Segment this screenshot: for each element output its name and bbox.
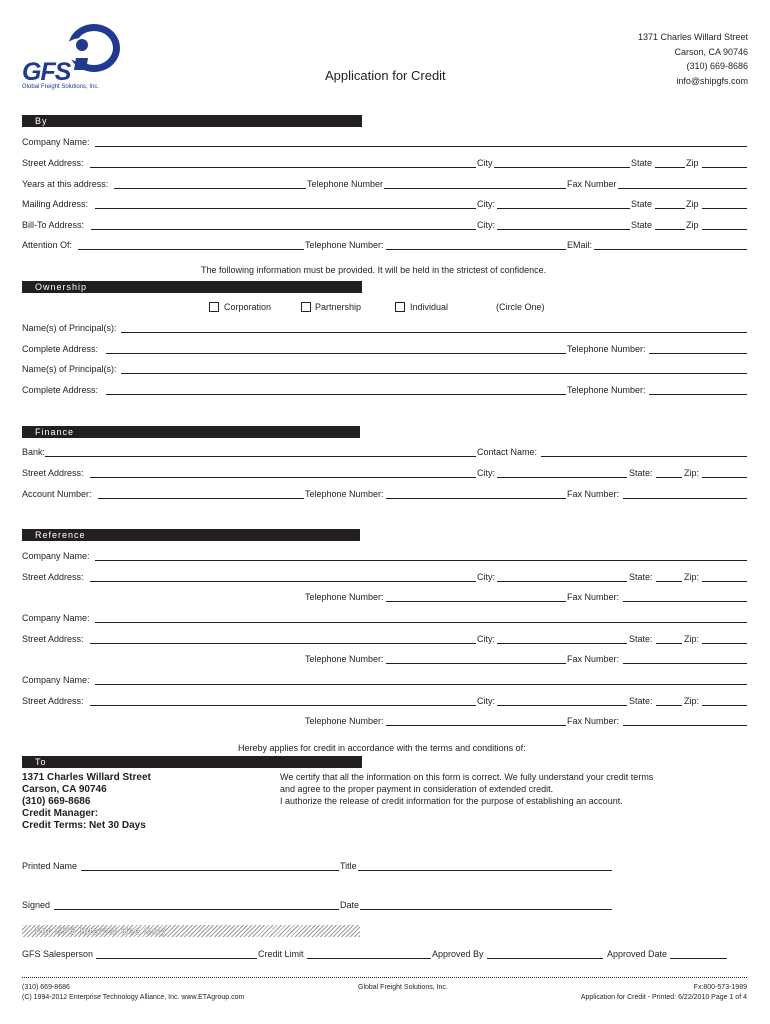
ref1-company-label: Company Name: — [22, 551, 90, 561]
header-phone: (310) 669-8686 — [686, 61, 748, 71]
approved-date-field[interactable] — [670, 958, 727, 959]
logo-text: GFS — [22, 58, 71, 86]
bank-label: Bank: — [22, 447, 46, 457]
years-label: Years at this address: — [22, 179, 109, 189]
certify-line2: and agree to the proper payment in consideration of extended credit. — [280, 784, 554, 794]
contact-name-field[interactable] — [541, 456, 747, 457]
partnership-checkbox[interactable] — [301, 302, 311, 312]
section-reference-header: Reference — [22, 529, 360, 541]
credit-limit-label: Credit Limit — [258, 949, 304, 959]
signature-field[interactable] — [54, 909, 339, 910]
bank-fax-label: Fax Number: — [567, 489, 620, 499]
attention-field[interactable] — [78, 249, 304, 250]
years-field[interactable] — [114, 188, 306, 189]
ref2-company-field[interactable] — [95, 622, 747, 623]
to-credit-manager: Credit Manager: — [22, 808, 99, 819]
signed-label: Signed — [22, 900, 51, 910]
telephone-field[interactable] — [384, 188, 566, 189]
salesperson-field[interactable] — [96, 958, 257, 959]
ref2-zip-label: Zip: — [684, 634, 700, 644]
credit-limit-field[interactable] — [307, 958, 431, 959]
bank-city-label: City: — [477, 468, 495, 478]
fax-field[interactable] — [618, 188, 747, 189]
date-label: Date — [340, 900, 360, 910]
corporation-checkbox[interactable] — [209, 302, 219, 312]
mailing-city-label: City: — [477, 199, 495, 209]
ref3-state-label: State: — [629, 696, 653, 706]
bank-state-label: State: — [629, 468, 653, 478]
mailing-address-field[interactable] — [95, 208, 476, 209]
ref3-fax-field[interactable] — [623, 725, 747, 726]
mailing-state-label: State — [631, 199, 653, 209]
to-address-line2: Carson, CA 90746 — [22, 784, 107, 795]
section-by-header: By — [22, 115, 362, 127]
footer-fax: Fx:800-573-1989 — [693, 984, 747, 991]
bank-fax-field[interactable] — [623, 498, 747, 499]
individual-label: Individual — [410, 302, 449, 312]
approved-by-label: Approved By — [432, 949, 484, 959]
printed-name-label: Printed Name — [22, 861, 78, 871]
ref2-telephone-label: Telephone Number: — [305, 654, 384, 664]
ref3-telephone-field[interactable] — [386, 725, 566, 726]
date-field[interactable] — [360, 909, 612, 910]
ref3-street-label: Street Address: — [22, 696, 84, 706]
ref2-city-label: City: — [477, 634, 495, 644]
partnership-label: Partnership — [315, 302, 362, 312]
bank-zip-field[interactable] — [702, 477, 747, 478]
ref1-fax-field[interactable] — [623, 601, 747, 602]
email-label: EMail: — [567, 240, 593, 250]
corporation-label: Corporation — [224, 302, 272, 312]
principals-field-1[interactable] — [121, 332, 747, 333]
principal-telephone-label-1: Telephone Number: — [567, 344, 646, 354]
footer-company: Global Freight Solutions, Inc. — [358, 984, 448, 991]
footer-divider — [22, 977, 747, 978]
ref2-city-field[interactable] — [497, 643, 627, 644]
header-email: info@shipgfs.com — [676, 76, 748, 86]
ref1-telephone-label: Telephone Number: — [305, 592, 384, 602]
bank-telephone-label: Telephone Number: — [305, 489, 384, 499]
approved-by-field[interactable] — [487, 958, 603, 959]
telephone-label: Telephone Number — [307, 179, 384, 189]
ref2-state-field[interactable] — [656, 643, 682, 644]
ref2-zip-field[interactable] — [702, 643, 747, 644]
city-field[interactable] — [494, 167, 630, 168]
mailing-address-label: Mailing Address: — [22, 199, 89, 209]
bill-to-field[interactable] — [91, 229, 476, 230]
fax-label: Fax Number — [567, 179, 617, 189]
individual-checkbox[interactable] — [395, 302, 405, 312]
bank-telephone-field[interactable] — [386, 498, 566, 499]
email-field[interactable] — [594, 249, 747, 250]
complete-address-label-1: Complete Address: — [22, 344, 99, 354]
to-phone: (310) 669-8686 — [22, 796, 91, 807]
ref3-zip-label: Zip: — [684, 696, 700, 706]
ref2-fax-label: Fax Number: — [567, 654, 620, 664]
account-number-label: Account Number: — [22, 489, 92, 499]
logo-subtitle: Global Freight Solutions, Inc. — [22, 84, 100, 90]
state-label: State — [631, 158, 653, 168]
printed-name-field[interactable] — [81, 870, 339, 871]
bill-to-state-field[interactable] — [655, 229, 685, 230]
circle-one-note: (Circle One) — [496, 302, 545, 312]
applies-statement: Hereby applies for credit in accordance with the terms and conditions of: — [238, 743, 526, 753]
ref3-street-field[interactable] — [90, 705, 476, 706]
header-address-line2: Carson, CA 90746 — [674, 47, 748, 57]
bill-to-city-field[interactable] — [497, 229, 630, 230]
footer-copyright: (C) 1994-2012 Enterprise Technology Alliance, Inc. www.ETAgroup.com — [22, 994, 245, 1001]
bill-to-state-label: State — [631, 220, 653, 230]
street-address-field[interactable] — [90, 167, 476, 168]
footer-page-info: Application for Credit - Printed: 6/22/2010 Page 1 of 4 — [580, 994, 747, 1001]
ref1-state-label: State: — [629, 572, 653, 582]
ref3-zip-field[interactable] — [702, 705, 747, 706]
street-address-label: Street Address: — [22, 158, 84, 168]
city-label: City — [477, 158, 493, 168]
ref3-city-label: City: — [477, 696, 495, 706]
certify-line3: I authorize the release of credit information for the purpose of establishing an account. — [280, 796, 623, 806]
to-address-line1: 1371 Charles Willard Street — [22, 772, 151, 783]
ref1-fax-label: Fax Number: — [567, 592, 620, 602]
complete-address-field-1[interactable] — [106, 353, 566, 354]
principal-telephone-field-1[interactable] — [649, 353, 747, 354]
bank-state-field[interactable] — [656, 477, 682, 478]
ref2-street-field[interactable] — [90, 643, 476, 644]
ref1-street-field[interactable] — [90, 581, 476, 582]
title-field[interactable] — [358, 870, 612, 871]
to-credit-terms: Credit Terms: Net 30 Days — [22, 820, 146, 831]
attention-label: Attention Of: — [22, 240, 73, 250]
ref3-company-field[interactable] — [95, 684, 747, 685]
bank-street-field[interactable] — [90, 477, 476, 478]
ref2-fax-field[interactable] — [623, 663, 747, 664]
mailing-zip-label: Zip — [686, 199, 699, 209]
ref3-state-field[interactable] — [656, 705, 682, 706]
footer-phone: (310) 669-8686 — [22, 984, 70, 991]
ref1-city-field[interactable] — [497, 581, 627, 582]
principals-field-2[interactable] — [121, 373, 747, 374]
bill-to-city-label: City: — [477, 220, 495, 230]
ref2-street-label: Street Address: — [22, 634, 84, 644]
bank-street-label: Street Address: — [22, 468, 84, 478]
state-field[interactable] — [655, 167, 685, 168]
mailing-city-field[interactable] — [497, 208, 630, 209]
ref3-company-label: Company Name: — [22, 675, 90, 685]
ref1-telephone-field[interactable] — [386, 601, 566, 602]
ref2-state-label: State: — [629, 634, 653, 644]
mailing-state-field[interactable] — [655, 208, 685, 209]
complete-address-field-2[interactable] — [106, 394, 566, 395]
section-ownership-header: Ownership — [22, 281, 362, 293]
certify-line1: We certify that all the information on this form is correct. We fully understand your credit terms — [280, 772, 654, 782]
principal-telephone-field-2[interactable] — [649, 394, 747, 395]
section-internal-header: For GFS Internal Use Only — [22, 925, 360, 937]
attention-telephone-field[interactable] — [386, 249, 566, 250]
bank-zip-label: Zip: — [684, 468, 700, 478]
title-label: Title — [340, 861, 357, 871]
company-name-label: Company Name: — [22, 137, 90, 147]
ref1-zip-label: Zip: — [684, 572, 700, 582]
mailing-zip-field[interactable] — [702, 208, 747, 209]
ref2-telephone-field[interactable] — [386, 663, 566, 664]
ref2-company-label: Company Name: — [22, 613, 90, 623]
bank-field[interactable] — [45, 456, 476, 457]
principals-label-1: Name(s) of Principal(s): — [22, 323, 117, 333]
ref1-zip-field[interactable] — [702, 581, 747, 582]
ref3-fax-label: Fax Number: — [567, 716, 620, 726]
ref1-company-field[interactable] — [95, 560, 747, 561]
ref1-state-field[interactable] — [656, 581, 682, 582]
section-finance-header: Finance — [22, 426, 360, 438]
header-address-line1: 1371 Charles Willard Street — [637, 32, 748, 42]
section-to-header: To — [22, 756, 362, 768]
principal-telephone-label-2: Telephone Number: — [567, 385, 646, 395]
confidentiality-notice: The following information must be provided. It will be held in the strictest of confidence. — [201, 265, 547, 275]
zip-label: Zip — [686, 158, 699, 168]
ref3-city-field[interactable] — [497, 705, 627, 706]
contact-name-label: Contact Name: — [477, 447, 538, 457]
zip-field[interactable] — [702, 167, 747, 168]
page-title: Application for Credit — [325, 68, 446, 83]
bank-city-field[interactable] — [497, 477, 627, 478]
salesperson-label: GFS Salesperson — [22, 949, 94, 959]
bill-to-zip-field[interactable] — [702, 229, 747, 230]
company-name-field[interactable] — [95, 146, 747, 147]
principals-label-2: Name(s) of Principal(s): — [22, 364, 117, 374]
account-number-field[interactable] — [98, 498, 304, 499]
complete-address-label-2: Complete Address: — [22, 385, 99, 395]
ref1-city-label: City: — [477, 572, 495, 582]
ref1-street-label: Street Address: — [22, 572, 84, 582]
attention-telephone-label: Telephone Number: — [305, 240, 384, 250]
bill-to-label: Bill-To Address: — [22, 220, 85, 230]
approved-date-label: Approved Date — [607, 949, 668, 959]
ref3-telephone-label: Telephone Number: — [305, 716, 384, 726]
bill-to-zip-label: Zip — [686, 220, 699, 230]
